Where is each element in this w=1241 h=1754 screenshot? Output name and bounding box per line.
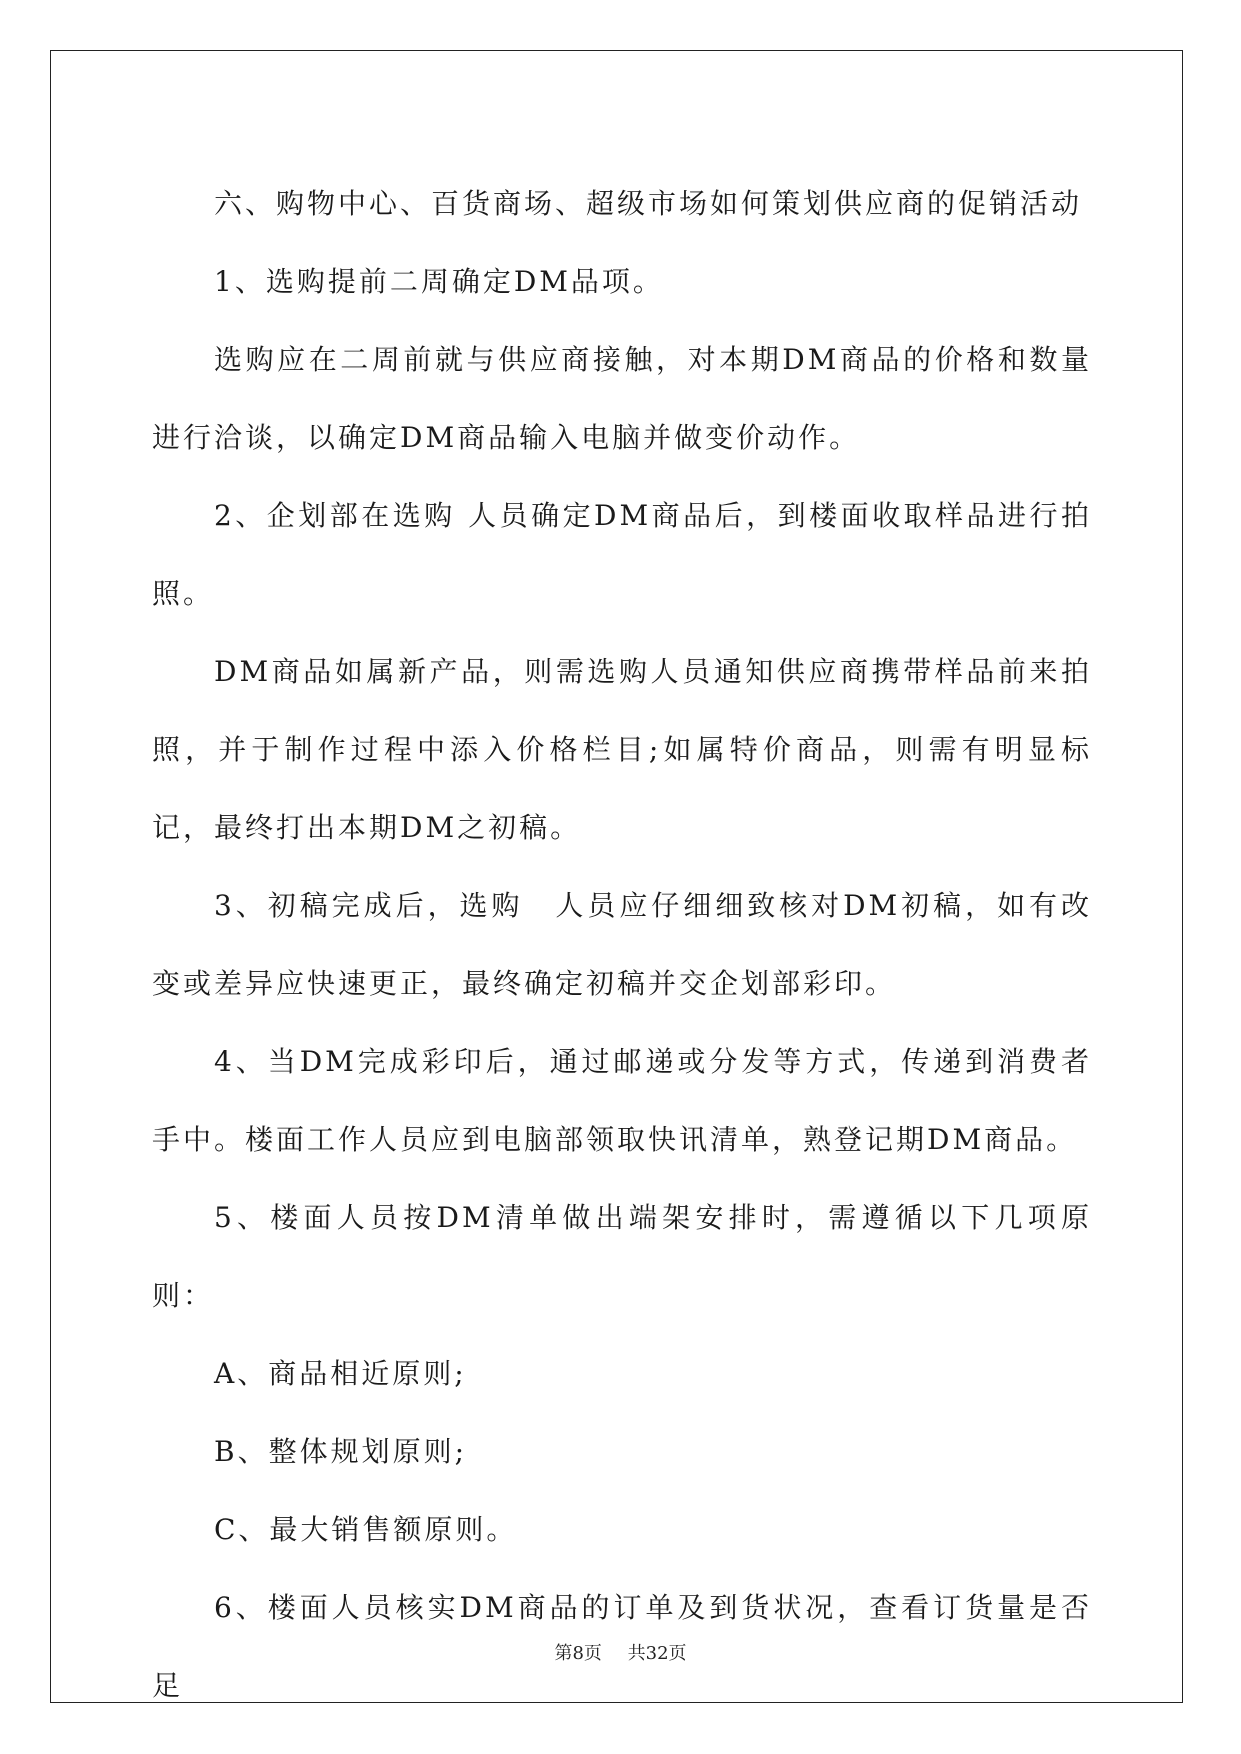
page-footer — [0, 1642, 1241, 1666]
document-body — [152, 165, 1092, 1725]
page-total: 共32页 — [627, 1643, 687, 1664]
paragraph: 3、初稿完成后，选购 人员应仔细细致核对DM初稿，如有改变或差异应快速更正，最终确定初稿并交企划部彩印。 — [152, 889, 1092, 1000]
list-item: B、整体规划原则; — [214, 1435, 468, 1468]
paragraph-heading: 六、购物中心、百货商场、超级市场如何策划供应商的促销活动 — [214, 187, 1083, 220]
paragraph: 6、楼面人员核实DM商品的订单及到货状况，查看订货量是否足 — [152, 1591, 1092, 1702]
page-number: 第8页 — [554, 1643, 602, 1664]
paragraph: 2、企划部在选购 人员确定DM商品后，到楼面收取样品进行拍照。 — [152, 499, 1092, 610]
paragraph: 5、楼面人员按DM清单做出端架安排时，需遵循以下几项原则： — [152, 1201, 1092, 1312]
list-item: C、最大销售额原则。 — [214, 1513, 518, 1546]
paragraph: 1、选购提前二周确定DM品项。 — [214, 265, 664, 298]
list-item: A、商品相近原则; — [214, 1357, 467, 1390]
paragraph: DM商品如属新产品，则需选购人员通知供应商携带样品前来拍照，并于制作过程中添入价格栏目;如属特价商品，则需有明显标记，最终打出本期DM之初稿。 — [152, 655, 1092, 844]
paragraph: 4、当DM完成彩印后，通过邮递或分发等方式，传递到消费者手中。楼面工作人员应到电脑部领取快讯清单，熟登记期DM商品。 — [152, 1045, 1092, 1156]
paragraph: 选购应在二周前就与供应商接触，对本期DM商品的价格和数量进行洽谈，以确定DM商品输入电脑并做变价动作。 — [152, 343, 1092, 454]
